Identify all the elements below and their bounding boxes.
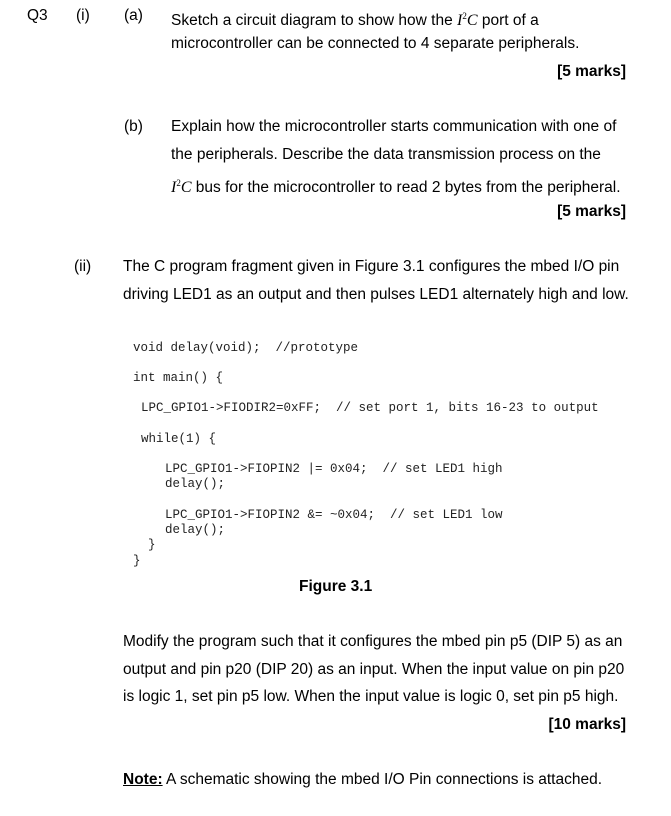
part-ii-line2: driving LED1 as an output and then pulses LED1 alternately high and low. — [123, 286, 629, 303]
i2c-sup: 2 — [462, 11, 467, 21]
code-line: } — [148, 538, 156, 552]
part-ii-label: (ii) — [74, 258, 92, 275]
i2c-i: I — [457, 12, 463, 29]
code-line: while(1) { — [141, 432, 217, 446]
modify-line3: is logic 1, set pin p5 low. When the input value is logic 0, set pin p5 high. — [123, 688, 619, 705]
sub-a-label: (a) — [124, 7, 143, 24]
code-line: delay(); — [165, 523, 226, 537]
sub-b-line3-post: bus for the microcontroller to read 2 bytes from the peripheral. — [191, 179, 621, 196]
modify-line1: Modify the program such that it configures the mbed pin p5 (DIP 5) as an — [123, 633, 623, 650]
part-i-label: (i) — [76, 7, 90, 24]
sub-a-line1-post: port of a — [477, 12, 539, 29]
code-line: delay(); — [165, 477, 226, 491]
code-line: LPC_GPIO1->FIOPIN2 &= ~0x04; // set LED1 low — [165, 508, 503, 522]
note-text: A schematic showing the mbed I/O Pin connections is attached. — [162, 771, 603, 788]
i2c-symbol-b — [171, 179, 192, 196]
sub-a-line1 — [171, 6, 539, 31]
sub-b-label: (b) — [124, 118, 143, 135]
code-line: LPC_GPIO1->FIOPIN2 |= 0x04; // set LED1 high — [165, 462, 503, 476]
note-label: Note: — [123, 771, 163, 788]
figure-caption: Figure 3.1 — [299, 578, 373, 595]
i2c-i-b: I — [171, 179, 177, 196]
modify-line2: output and pin p20 (DIP 20) as an input. When the input value on pin p20 — [123, 661, 625, 678]
sub-a-marks: [5 marks] — [557, 63, 626, 80]
i2c-symbol — [457, 12, 478, 29]
part-ii-line1: The C program fragment given in Figure 3.1 configures the mbed I/O pin — [123, 258, 620, 275]
sub-a-line1-pre: Sketch a circuit diagram to show how the — [171, 12, 458, 29]
sub-b-line2: the peripherals. Describe the data transmission process on the — [171, 146, 601, 163]
code-line: void delay(void); //prototype — [133, 341, 359, 355]
i2c-sup-b: 2 — [176, 178, 181, 188]
code-line: LPC_GPIO1->FIODIR2=0xFF; // set port 1, bits 16-23 to output — [141, 401, 599, 415]
code-line: int main() { — [133, 371, 224, 385]
sub-b-line1: Explain how the microcontroller starts communication with one of — [171, 118, 617, 135]
question-number: Q3 — [27, 7, 48, 24]
note — [123, 770, 602, 790]
sub-a-line2: microcontroller can be connected to 4 separate peripherals. — [171, 35, 580, 52]
i2c-c-b: C — [180, 179, 192, 196]
i2c-c: C — [466, 12, 478, 29]
part-ii-marks: [10 marks] — [548, 716, 626, 733]
sub-b-marks: [5 marks] — [557, 203, 626, 220]
code-line: } — [133, 554, 141, 568]
sub-b-line3 — [171, 173, 621, 198]
